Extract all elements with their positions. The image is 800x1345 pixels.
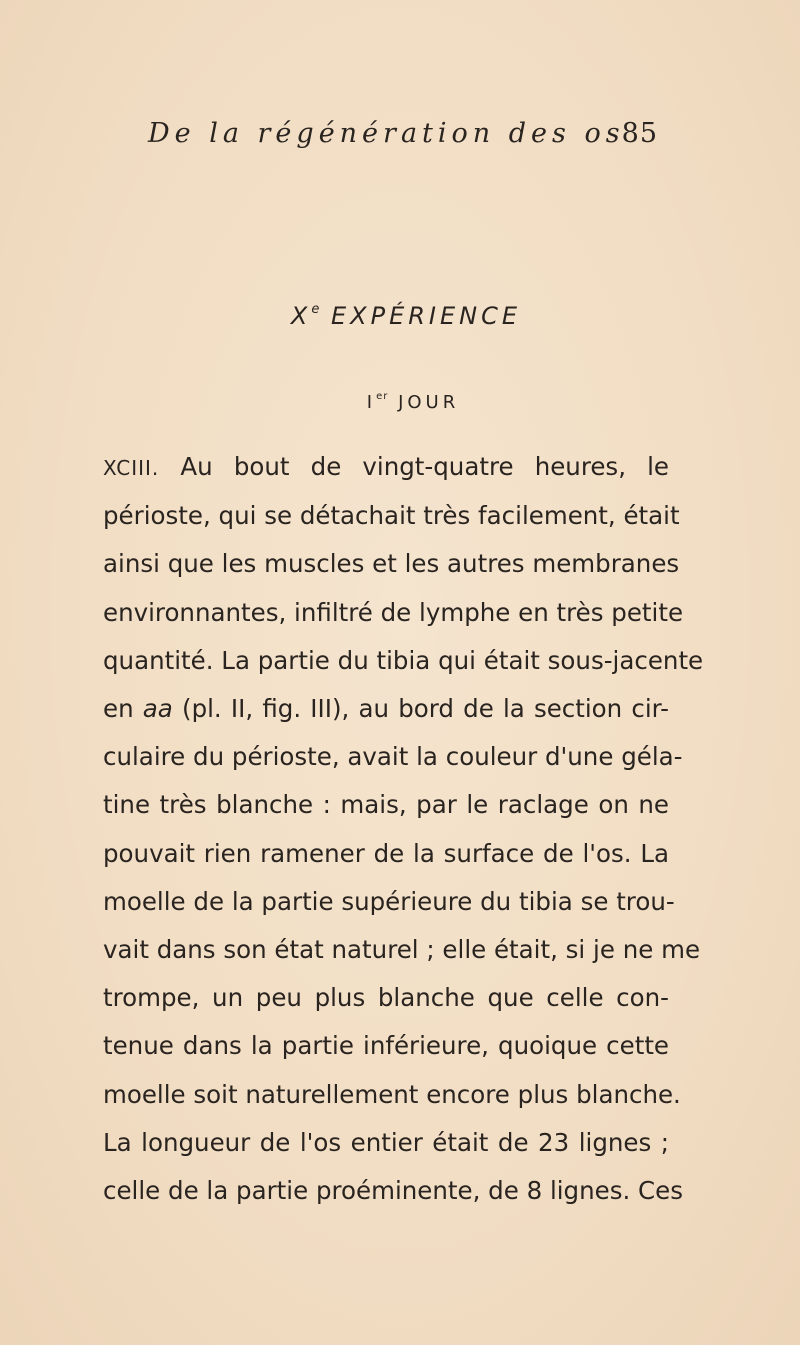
paragraph-line-16: celle de la partie proéminente, de 8 lignes. Ces — [103, 1176, 683, 1206]
paragraph-line-8: tine très blanche : mais, par le raclage on ne — [103, 790, 669, 820]
paragraph-line-13: tenue dans la partie inférieure, quoique cette — [103, 1031, 669, 1061]
paragraph-line-4: environnantes, infiltré de lymphe en très petite — [103, 597, 684, 627]
paragraph-line-7: culaire du périoste, avait la couleur d'une géla- — [103, 742, 683, 772]
experience-superscript: e — [311, 302, 320, 317]
experience-heading — [0, 302, 800, 330]
page-number: 85 — [621, 118, 658, 149]
paragraph-line-3: ainsi que les muscles et les autres membranes — [103, 549, 680, 579]
experience-numeral: X — [290, 302, 312, 330]
line-6-prefix: en — [103, 694, 143, 724]
paragraph-line-14: moelle soit naturellement encore plus blanche. — [103, 1079, 681, 1109]
paragraph-line-15: La longueur de l'os entier était de 23 lignes ; — [103, 1127, 669, 1157]
day-superscript: er — [376, 391, 389, 402]
line-6-italic: aa — [142, 694, 173, 724]
paragraph-line-12: trompe, un peu plus blanche que celle con- — [103, 983, 669, 1013]
paragraph-line-11: vait dans son état naturel ; elle était, si je ne me — [103, 935, 701, 965]
running-head — [148, 118, 658, 158]
day-numeral: I — [366, 392, 377, 413]
paragraph-line-1 — [103, 443, 669, 492]
experience-word: EXPÉRIENCE — [331, 302, 522, 330]
paragraph-marker: XCIII. — [103, 456, 160, 480]
paragraph-line-5: quantité. La partie du tibia qui était sous-jacente — [103, 645, 704, 675]
day-heading — [0, 392, 800, 413]
day-word: JOUR — [398, 392, 460, 413]
paragraph-line-10: moelle de la partie supérieure du tibia se trou- — [103, 886, 675, 916]
paragraph-line-6 — [103, 685, 669, 733]
running-title: De la régénération des os — [148, 118, 625, 149]
line-6-suffix: (pl. II, fig. III), au bord de la section cir- — [172, 694, 670, 724]
paragraph-line-9: pouvait rien ramener de la surface de l'os. La — [103, 838, 669, 868]
body-paragraph — [103, 443, 704, 1215]
paragraph-line-2: périoste, qui se détachait très facilement, était — [103, 501, 680, 531]
paragraph-line-1-text: Au bout de vingt-quatre heures, le — [159, 452, 669, 481]
